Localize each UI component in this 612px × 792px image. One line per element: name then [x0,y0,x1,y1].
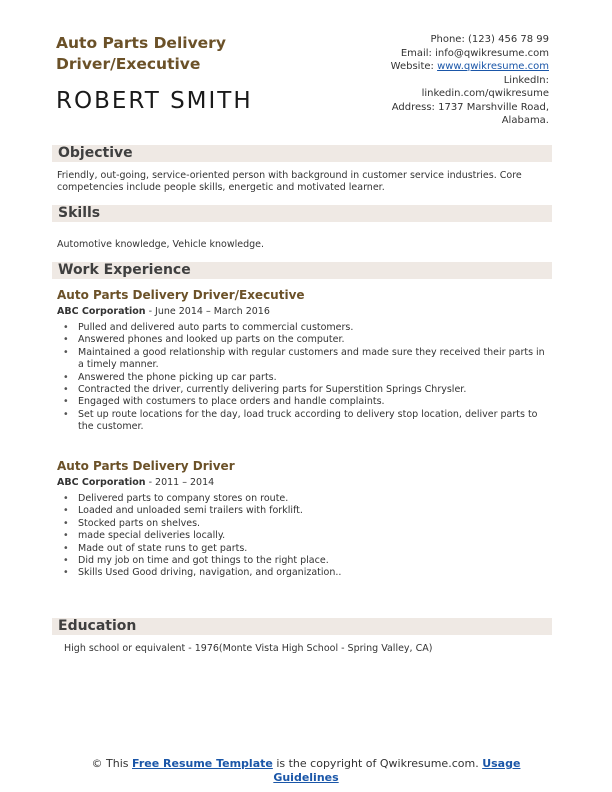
address-label: Address: [391,101,435,113]
contact-website [299,60,549,74]
section-bar-objective [52,145,552,162]
duty-item: • Stocked parts on shelves. [57,518,547,530]
website-label: Website: [390,61,434,72]
contact-phone [299,33,549,47]
phone-label: Phone: [430,34,465,45]
address-line1: 1737 Marshville Road, [438,101,549,113]
job-company-line [57,477,214,489]
duty-item: • Loaded and unloaded semi trailers with forklift. [57,505,547,517]
duty-item: • Answered phones and looked up parts on the computer. [57,334,547,346]
skills-text: Automotive knowledge, Vehicle knowledge. [57,239,265,250]
contact-address-line2: Alabama. [501,115,549,126]
education-text: High school or equivalent - 1976(Monte Vista High School - Spring Valley, CA) [64,643,433,654]
company-name: ABC Corporation [57,477,146,488]
duty-list [57,493,547,580]
duty-item: • Delivered parts to company stores on route. [57,493,547,505]
duty-item: • Skills Used Good driving, navigation, and organization.. [57,567,547,579]
duty-item: • Made out of state runs to get parts. [57,543,547,555]
email-label: Email: [400,47,432,59]
footer-middle: is the copyright of Qwikresume.com. [272,757,483,770]
copyright-footer [60,757,552,785]
contact-block [299,33,549,128]
section-title-education: Education [58,618,137,634]
duty-item: • made special deliveries locally. [57,530,547,542]
contact-linkedin-label: LinkedIn: [503,74,549,86]
duty-item: • Maintained a good relationship with regular customers and made sure they received their parts in a timely manner. [57,347,547,372]
section-title-skills: Skills [58,205,101,221]
website-link[interactable]: www.qwikresume.com [437,61,549,72]
usage-guidelines-link[interactable]: Usage Guidelines [273,757,521,784]
job-company-line [57,306,270,318]
job-dates: - 2011 – 2014 [145,477,215,488]
duty-item: • Did my job on time and got things to the right place. [57,555,547,567]
duty-item: • Contracted the driver, currently delivering parts for Superstition Springs Chrysler. [57,384,547,396]
email-value: info@qwikresume.com [435,47,549,59]
section-bar-education [52,618,552,635]
duty-list [57,322,547,434]
contact-address [299,101,549,115]
contact-email [299,47,549,61]
job-title: Auto Parts Delivery Driver/Executive [57,288,305,302]
phone-value: (123) 456 78 99 [468,34,549,45]
resume-job-title: Auto Parts Delivery Driver/Executive [56,34,226,73]
section-bar-work [52,262,552,279]
duty-item: • Pulled and delivered auto parts to commercial customers. [57,322,547,334]
duty-item: • Answered the phone picking up car parts. [57,372,547,384]
contact-linkedin: linkedin.com/qwikresume [421,88,549,99]
duty-item: • Set up route locations for the day, load truck according to delivery stop location, deliver parts to the customer. [57,409,547,434]
job-dates: - June 2014 – March 2016 [145,306,270,317]
objective-text: Friendly, out-going, service-oriented person with background in customer service industries. Core competencies include people skills, energetic and motivated learner. [57,170,522,193]
job-title: Auto Parts Delivery Driver [57,459,235,473]
section-bar-skills [52,205,552,222]
footer-prefix: © This [91,757,133,770]
duty-item: • Engaged with costumers to place orders and handle complaints. [57,396,547,408]
section-title-work: Work Experience [58,262,191,278]
company-name: ABC Corporation [57,306,146,317]
person-name: ROBERT SMITH [56,88,253,114]
free-resume-template-link[interactable]: Free Resume Template [132,757,273,770]
section-title-objective: Objective [58,145,133,161]
